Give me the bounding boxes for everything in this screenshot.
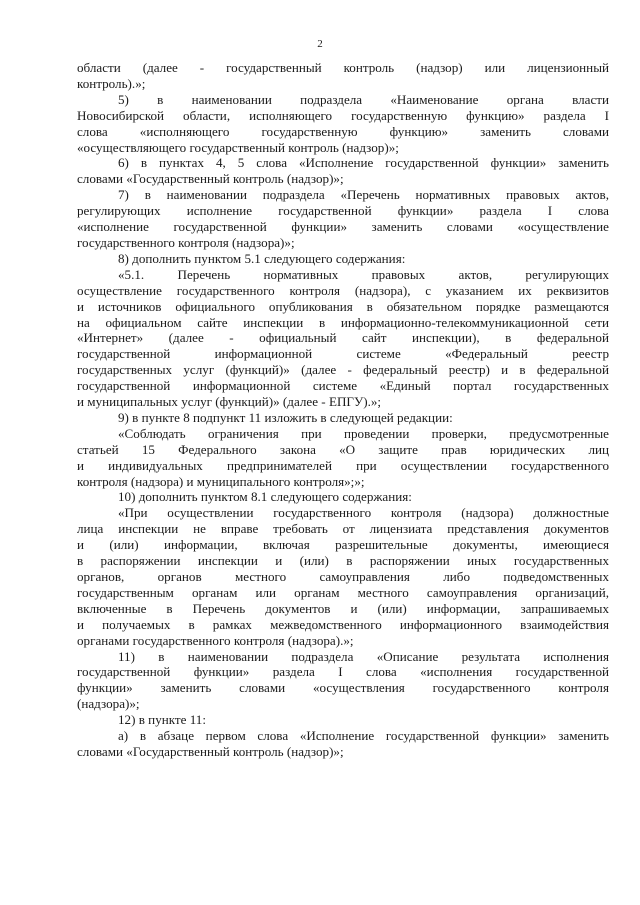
text-line: включенные в Перечень документов и (или) информации, запрашиваемых xyxy=(77,600,609,616)
text-line: государственной функции» раздела I слова «исполнения государственной xyxy=(77,664,609,680)
text-line: контроля (надзора) и муниципального контроля»;»; xyxy=(77,473,365,489)
text-line: словами «Государственный контроль (надзор)»; xyxy=(77,743,344,759)
text-line: государственным органам или органам местного самоуправления организаций, xyxy=(77,584,609,600)
text-line: «исполнение государственной функции» заменить словами «осуществление xyxy=(77,219,609,235)
text-line: области (далее - государственный контроль (надзор) или лицензионный xyxy=(77,60,609,75)
text-line: словами «Государственный контроль (надзор)»; xyxy=(77,171,344,187)
text-line: «осуществляющего государственный контроль (надзор)»; xyxy=(77,139,399,155)
text-line: и индивидуальных предпринимателей при осуществлении государственного xyxy=(77,457,609,473)
text-line: регулирующих исполнение государственной функции» раздела I слова xyxy=(77,203,609,219)
text-line: «При осуществлении государственного контроля (надзора) должностные xyxy=(118,505,609,521)
text-line: 6) в пунктах 4, 5 слова «Исполнение государственной функции» заменить xyxy=(118,155,609,171)
page-number: 2 xyxy=(317,38,323,50)
text-line: статьей 15 Федерального закона «О защите прав юридических лиц xyxy=(77,441,609,457)
text-line: «5.1. Перечень нормативных правовых актов, регулирующих xyxy=(118,266,609,282)
text-line: контроль).»; xyxy=(77,75,146,91)
text-line: 7) в наименовании подраздела «Перечень нормативных правовых актов, xyxy=(118,187,609,203)
text-line: Новосибирской области, исполняющего государственную функцию» раздела I xyxy=(77,107,609,123)
text-line: государственного контроля (надзора)»; xyxy=(77,234,295,250)
text-line: осуществление государственного контроля (надзора), с указанием их реквизитов xyxy=(77,282,609,298)
text-line: государственной информационной системе «Единый портал государственных xyxy=(77,378,609,394)
text-line: на официальном сайте инспекции в информационно-телекоммуникационной сети xyxy=(77,314,609,330)
text-line: органами государственного контроля (надзора).»; xyxy=(77,632,354,648)
text-line: и источников официального опубликования в обязательном порядке размещаются xyxy=(77,298,609,314)
text-line: лица инспекции не вправе требовать от лицензиата представления документов xyxy=(77,521,609,537)
text-line: функции» заменить словами «осуществления государственного контроля xyxy=(77,680,609,696)
text-line: «Соблюдать ограничения при проведении проверки, предусмотренные xyxy=(118,425,609,441)
text-line: 11) в наименовании подраздела «Описание результата исполнения xyxy=(118,648,609,664)
text-line: слова «исполняющего государственную функцию» заменить словами xyxy=(77,123,609,139)
text-line: 9) в пункте 8 подпункт 11 изложить в следующей редакции: xyxy=(118,409,453,425)
text-line: в распоряжении инспекции и (или) в распоряжении иных государственных xyxy=(77,553,609,569)
text-line: и (или) информации, включая разрешительные документы, имеющиеся xyxy=(77,537,609,553)
text-line: 5) в наименовании подраздела «Наименование органа власти xyxy=(118,91,609,107)
text-line: государственной информационной системе «Федеральный реестр xyxy=(77,346,609,362)
text-line: органов, органов местного самоуправления либо подведомственных xyxy=(77,569,609,584)
document-body xyxy=(77,60,609,760)
text-line: 10) дополнить пунктом 8.1 следующего содержания: xyxy=(118,489,412,505)
text-line: (надзора)»; xyxy=(77,696,140,712)
text-line: 8) дополнить пунктом 5.1 следующего содержания: xyxy=(118,250,406,266)
text-line: а) в абзаце первом слова «Исполнение государственной функции» заменить xyxy=(118,728,609,744)
text-line: государственных услуг (функций)» (далее - федеральный реестр) и в федеральной xyxy=(77,362,609,378)
text-line: и получаемых в рамках межведомственного информационного взаимодействия xyxy=(77,616,609,632)
text-line: 12) в пункте 11: xyxy=(118,712,206,728)
text-line: и муниципальных услуг (функций)» (далее - ЕПГУ).»; xyxy=(77,394,382,410)
text-line: «Интернет» (далее - официальный сайт инспекции), в федеральной xyxy=(77,330,609,346)
